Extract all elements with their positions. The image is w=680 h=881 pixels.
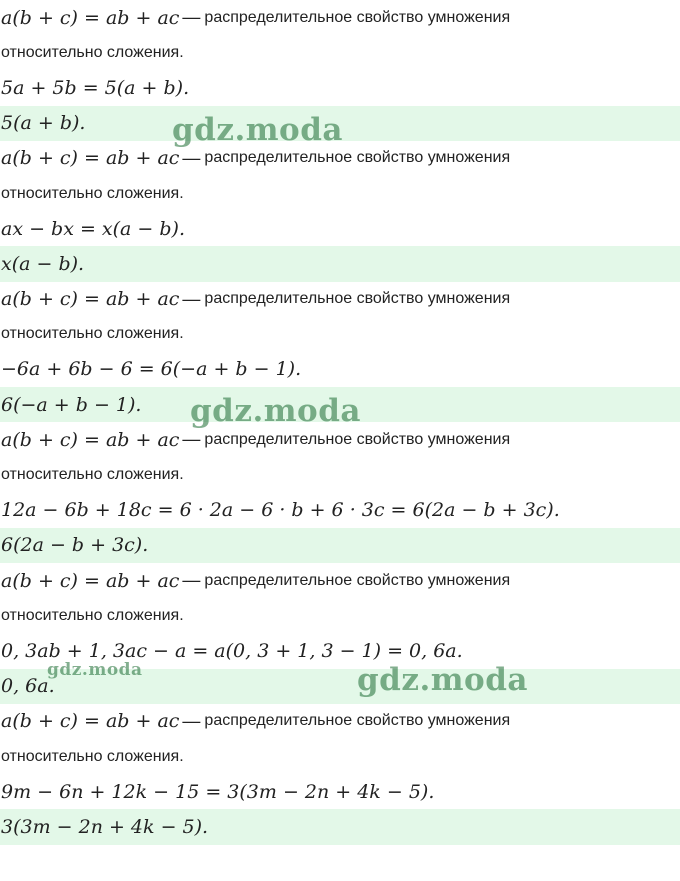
- solution-expression: 9m − 6n + 12k − 15 = 3(3m − 2n + 4k − 5).: [1, 780, 435, 803]
- answer-line: [0, 246, 680, 281]
- rule-continuation-line: [0, 35, 680, 70]
- rule-continuation: относительно сложения.: [1, 325, 184, 343]
- rule-continuation: относительно сложения.: [1, 747, 184, 765]
- rule-formula: a(b + c) = ab + ac: [1, 428, 180, 451]
- rule-line: [0, 422, 680, 457]
- rule-line: [0, 141, 680, 176]
- rule-continuation: относительно сложения.: [1, 606, 184, 624]
- rule-continuation-line: [0, 317, 680, 352]
- answer-line: [0, 809, 680, 844]
- solution-expression: 5a + 5b = 5(a + b).: [1, 76, 190, 99]
- solution-expression: −6a + 6b − 6 = 6(−a + b − 1).: [1, 358, 302, 381]
- watermark-logo: gdz.moda: [357, 662, 528, 698]
- rule-text: распределительное свойство умножения: [204, 149, 511, 167]
- rule-line: [0, 0, 680, 35]
- solution-expression: 12a − 6b + 18c = 6 · 2a − 6 · b + 6 · 3c = 6(2a − b + 3c).: [1, 499, 560, 522]
- rule-formula: a(b + c) = ab + ac: [1, 288, 180, 311]
- rule-formula: a(b + c) = ab + ac: [1, 710, 180, 733]
- rule-continuation: относительно сложения.: [1, 466, 184, 484]
- solution-line: [0, 493, 680, 528]
- rule-formula: a(b + c) = ab + ac: [1, 569, 180, 592]
- rule-line: [0, 563, 680, 598]
- solution-expression: 0, 3ab + 1, 3ac − a = a(0, 3 + 1, 3 − 1) = 0, 6a.: [1, 639, 463, 662]
- solution-expression: ax − bx = x(a − b).: [1, 217, 185, 240]
- answer-line: [0, 528, 680, 563]
- rule-text: распределительное свойство умножения: [204, 571, 511, 589]
- rule-dash: —: [182, 570, 201, 591]
- rule-continuation: относительно сложения.: [1, 184, 184, 202]
- answer-expression: 3(3m − 2n + 4k − 5).: [1, 815, 209, 838]
- solution-line: [0, 211, 680, 246]
- watermark-logo: gdz.moda: [190, 393, 361, 429]
- answer-line: [0, 106, 680, 141]
- rule-continuation-line: [0, 176, 680, 211]
- answer-expression: 0, 6a.: [1, 675, 55, 698]
- solution-line: [0, 774, 680, 809]
- solution-line: [0, 633, 680, 668]
- rule-line: [0, 282, 680, 317]
- rule-dash: —: [182, 147, 201, 168]
- answer-expression: x(a − b).: [1, 252, 85, 275]
- rule-continuation-line: [0, 457, 680, 492]
- rule-line: [0, 704, 680, 739]
- rule-text: распределительное свойство умножения: [204, 8, 511, 26]
- rule-dash: —: [182, 710, 201, 731]
- solution-line: [0, 352, 680, 387]
- answer-expression: 6(2a − b + 3c).: [1, 534, 149, 557]
- rule-dash: —: [182, 288, 201, 309]
- answer-line: [0, 387, 680, 422]
- rule-text: распределительное свойство умножения: [204, 430, 511, 448]
- rule-formula: a(b + c) = ab + ac: [1, 147, 180, 170]
- watermark-logo: gdz.moda: [47, 660, 143, 680]
- answer-expression: 6(−a + b − 1).: [1, 393, 142, 416]
- rule-text: распределительное свойство умножения: [204, 290, 511, 308]
- rule-formula: a(b + c) = ab + ac: [1, 6, 180, 29]
- answer-line: [0, 669, 680, 704]
- answer-expression: 5(a + b).: [1, 112, 86, 135]
- rule-text: распределительное свойство умножения: [204, 712, 511, 730]
- solution-line: [0, 70, 680, 105]
- rule-continuation-line: [0, 598, 680, 633]
- watermark-logo: gdz.moda: [172, 112, 343, 148]
- rule-continuation: относительно сложения.: [1, 43, 184, 61]
- rule-continuation-line: [0, 739, 680, 774]
- rule-dash: —: [182, 7, 201, 28]
- rule-dash: —: [182, 429, 201, 450]
